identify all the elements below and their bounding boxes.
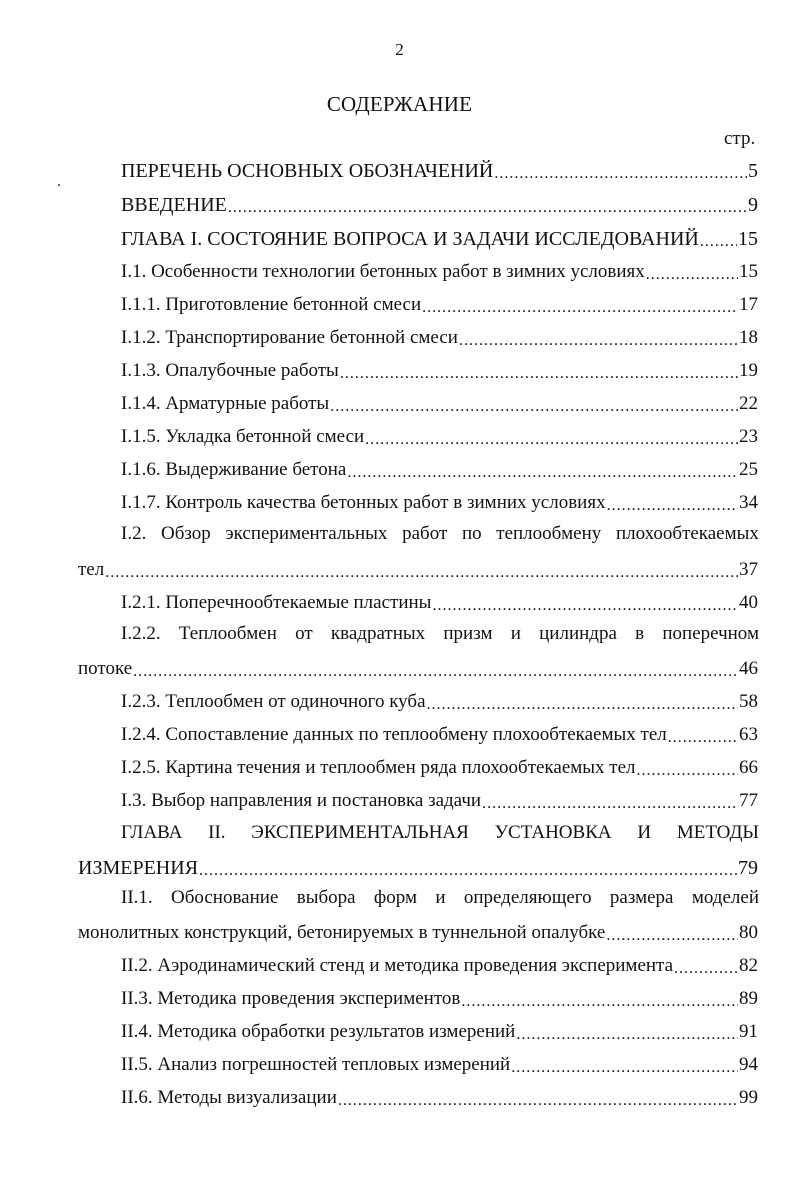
toc-word: форм [373,887,417,908]
toc-word: Обзор [161,523,211,544]
toc-leader [105,564,738,582]
toc-leader [606,927,738,945]
toc-leader [674,960,738,978]
toc-word: I.2.2. [121,623,161,644]
toc-word: от [295,623,313,644]
toc-entry-text: монолитных конструкций, бетонируемых в туннельной опалубке [78,922,606,943]
toc-entry-text: I.1.2. Транспортирование бетонной смеси [121,327,458,348]
toc-entry-page: 15 [739,261,758,282]
toc-leader [365,431,738,449]
toc-word: экспериментальных [225,523,388,544]
toc-entry-page: 37 [739,559,758,580]
toc-entry-text: I.1.3. Опалубочные работы [121,360,339,381]
toc-word: МЕТОДЫ [676,822,759,843]
toc-entry-page: 77 [739,790,758,811]
toc-entry-text: I.1.6. Выдерживание бетона [121,459,347,480]
toc-entry [121,721,758,747]
toc-entry-page: 22 [739,393,758,414]
toc-word: УСТАНОВКА [494,822,612,843]
toc-entry-page: 17 [739,294,758,315]
toc-entry-text: ГЛАВА I. СОСТОЯНИЕ ВОПРОСА И ЗАДАЧИ ИССЛЕДОВАНИЙ [121,228,699,250]
toc-leader [459,332,738,350]
toc-word: и [435,887,446,908]
toc-entry-page: 46 [739,658,758,679]
toc-leader [338,1092,738,1110]
toc-entry-page: 15 [738,228,758,250]
toc-entry-page: 79 [738,857,758,879]
toc-entry [121,324,758,350]
toc-entry-page: 25 [739,459,758,480]
toc-entry-text: I.1. Особенности технологии бетонных работ в зимних условиях [121,261,645,282]
toc-entry [121,1018,758,1044]
toc-entry-text: II.2. Аэродинамический стенд и методика проведения эксперимента [121,955,674,976]
toc-entry-text: ВВЕДЕНИЕ [121,194,227,216]
toc-entry-text: I.1.4. Арматурные работы [121,393,330,414]
toc-entry-page: 99 [739,1087,758,1108]
toc-entry-page: 5 [748,160,758,182]
toc-entry [121,688,758,714]
toc-word: в [635,623,645,644]
toc-entry [121,390,758,416]
toc-entry-page: 18 [739,327,758,348]
toc-entry-text: ПЕРЕЧЕНЬ ОСНОВНЫХ ОБОЗНАЧЕНИЙ [121,160,494,182]
toc-leader [607,497,738,515]
toc-leader [637,762,738,780]
toc-entry-text: ИЗМЕРЕНИЯ [78,857,199,879]
toc-entry-text: II.3. Методика проведения экспериментов [121,988,461,1009]
toc-entry-page: 80 [739,922,758,943]
page-title: СОДЕРЖАНИЕ [326,92,473,116]
toc-entry [121,191,758,217]
toc-entry [121,456,758,482]
toc-entry-text: I.1.5. Укладка бетонной смеси [121,426,365,447]
toc-entry-text [121,622,759,646]
toc-entry [121,357,758,383]
toc-entry [78,854,758,880]
toc-entry-page: 91 [739,1021,758,1042]
toc-leader [461,993,738,1011]
toc-word: определяющего [463,887,592,908]
toc-word: работ [402,523,448,544]
toc-entry-text [121,821,759,845]
toc-leader [494,165,747,183]
toc-leader [668,729,738,747]
toc-entry-page: 58 [739,691,758,712]
toc-leader [432,597,738,615]
toc-leader [700,233,737,251]
toc-leader [516,1026,738,1044]
toc-word: ЭКСПЕРИМЕНТАЛЬНАЯ [251,822,469,843]
toc-word: призм [443,623,493,644]
toc-word: теплообмену [496,523,602,544]
toc-entry [121,489,758,515]
toc-entry-text: II.4. Методика обработки результатов измерений [121,1021,516,1042]
page-number: 2 [395,40,404,59]
toc-word: поперечном [662,623,759,644]
toc-entry-page: 66 [739,757,758,778]
toc-leader [330,398,738,416]
toc-leader [427,696,738,714]
toc-entry-page: 89 [739,988,758,1009]
toc-entry-line1 [121,886,759,912]
toc-entry [121,258,758,284]
toc-entry [121,985,758,1011]
toc-entry [121,1051,758,1077]
toc-entry-text [121,886,759,910]
toc-entry-text: I.2.3. Теплообмен от одиночного куба [121,691,426,712]
toc-word: и [510,623,521,644]
toc-entry-page: 23 [739,426,758,447]
toc-entry [121,952,758,978]
toc-word: II.1. [121,887,153,908]
toc-leader [646,266,738,284]
toc-entry [121,1084,758,1110]
toc-entry [121,225,758,251]
toc-leader [199,862,737,880]
toc-leader [347,464,738,482]
toc-word: размера [609,887,674,908]
toc-entry [121,589,758,615]
toc-word: выбора [296,887,356,908]
toc-leader [133,663,738,681]
toc-entry-text: I.2.4. Сопоставление данных по теплообмену плохообтекаемых тел [121,724,667,745]
toc-word: плохообтекаемых [615,523,759,544]
toc-entry-page: 82 [739,955,758,976]
toc-entry [121,787,758,813]
toc-entry-page: 94 [739,1054,758,1075]
toc-entry [78,655,758,681]
toc-leader [482,795,738,813]
toc-word: Обоснование [171,887,279,908]
toc-word: И [637,822,652,843]
toc-entry [78,556,758,582]
toc-entry-text: II.5. Анализ погрешностей тепловых измерений [121,1054,511,1075]
page-column-label: стр. [724,128,756,149]
toc-word: квадратных [330,623,426,644]
toc-word: II. [208,822,226,843]
toc-entry-line1 [121,622,759,648]
toc-entry-page: 34 [739,492,758,513]
toc-entry-text: I.1.7. Контроль качества бетонных работ в зимних условиях [121,492,606,513]
toc-entry-text: I.3. Выбор направления и постановка задачи [121,790,482,811]
toc-entry-text: I.2.1. Поперечнообтекаемые пластины [121,592,432,613]
toc-entry-page: 40 [739,592,758,613]
toc-entry-text: II.6. Методы визуализации [121,1087,337,1108]
toc-entry [121,423,758,449]
toc-entry-text: тел [78,559,105,580]
toc-leader [228,199,747,217]
toc-word: I.2. [121,523,147,544]
toc-entry-line1 [121,821,759,847]
toc-entry-page: 9 [748,194,758,216]
toc-entry-page: 19 [739,360,758,381]
toc-entry-page: 63 [739,724,758,745]
toc-word: цилиндра [539,623,617,644]
toc-entry-text [121,522,759,546]
toc-leader [511,1059,738,1077]
toc-entry [78,919,758,945]
toc-entry [121,157,758,183]
toc-word: моделей [691,887,759,908]
toc-word: Теплообмен [178,623,277,644]
toc-entry [121,754,758,780]
toc-entry-line1 [121,522,759,548]
toc-entry [121,291,758,317]
toc-entry-text: I.1.1. Приготовление бетонной смеси [121,294,422,315]
toc-word: ГЛАВА [121,822,183,843]
toc-leader [340,365,738,383]
toc-word: по [461,523,482,544]
toc-entry-text: потоке [78,658,133,679]
scan-speck [58,184,60,186]
toc-leader [422,299,738,317]
toc-entry-text: I.2.5. Картина течения и теплообмен ряда плохообтекаемых тел [121,757,636,778]
